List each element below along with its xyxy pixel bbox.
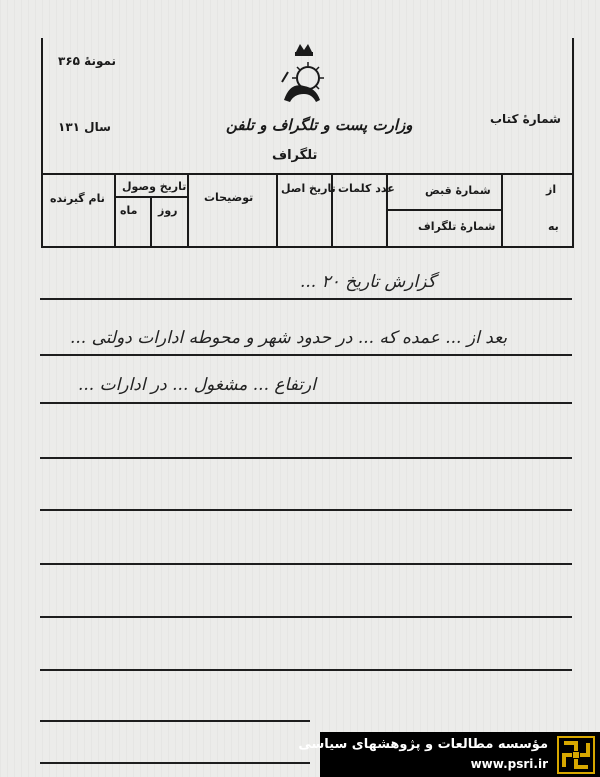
to-label: به	[548, 220, 559, 233]
arrival-date-header: تاریخ وصول	[122, 180, 187, 193]
institute-watermark	[298, 732, 600, 777]
institute-url: www.psri.ir	[470, 757, 548, 771]
ministry-title: وزارت پست و تلگراف و تلفن	[226, 116, 413, 134]
from-label: از	[546, 183, 557, 196]
year-field: سال ۱۳۱	[58, 120, 111, 134]
lion-and-sun-emblem-icon	[276, 42, 332, 112]
remarks-header: توضیحات	[204, 191, 254, 204]
telegraph-title: تلگراف	[272, 148, 318, 163]
message-line-1: گزارش تاریخ ۲۰ ...	[300, 272, 436, 292]
telegraph-number-header: شمارهٔ تلگراف	[418, 220, 496, 233]
book-number-label: شمارهٔ کتاب	[490, 112, 561, 126]
word-count-header: عدد کلمات	[338, 182, 395, 195]
message-line-2: بعد از ... عمده که ... در حدود شهر و محوطه ادارات دولتی ...	[70, 328, 508, 348]
institute-logo-icon	[556, 735, 596, 775]
form-number: نمونهٔ ۳۶۵	[58, 54, 117, 68]
recipient-name-header: نام گیرنده	[50, 192, 105, 205]
receipt-number-header: شمارهٔ قبض	[425, 184, 491, 197]
message-line-3: ارتفاع ... مشغول ... در ادارات ...	[78, 375, 316, 395]
institute-name: مؤسسه مطالعات و پژوهشهای سیاسی	[298, 737, 548, 752]
origin-date-header: تاریخ اصل	[281, 182, 336, 195]
day-header: روز	[158, 204, 178, 217]
month-header: ماه	[120, 204, 138, 217]
